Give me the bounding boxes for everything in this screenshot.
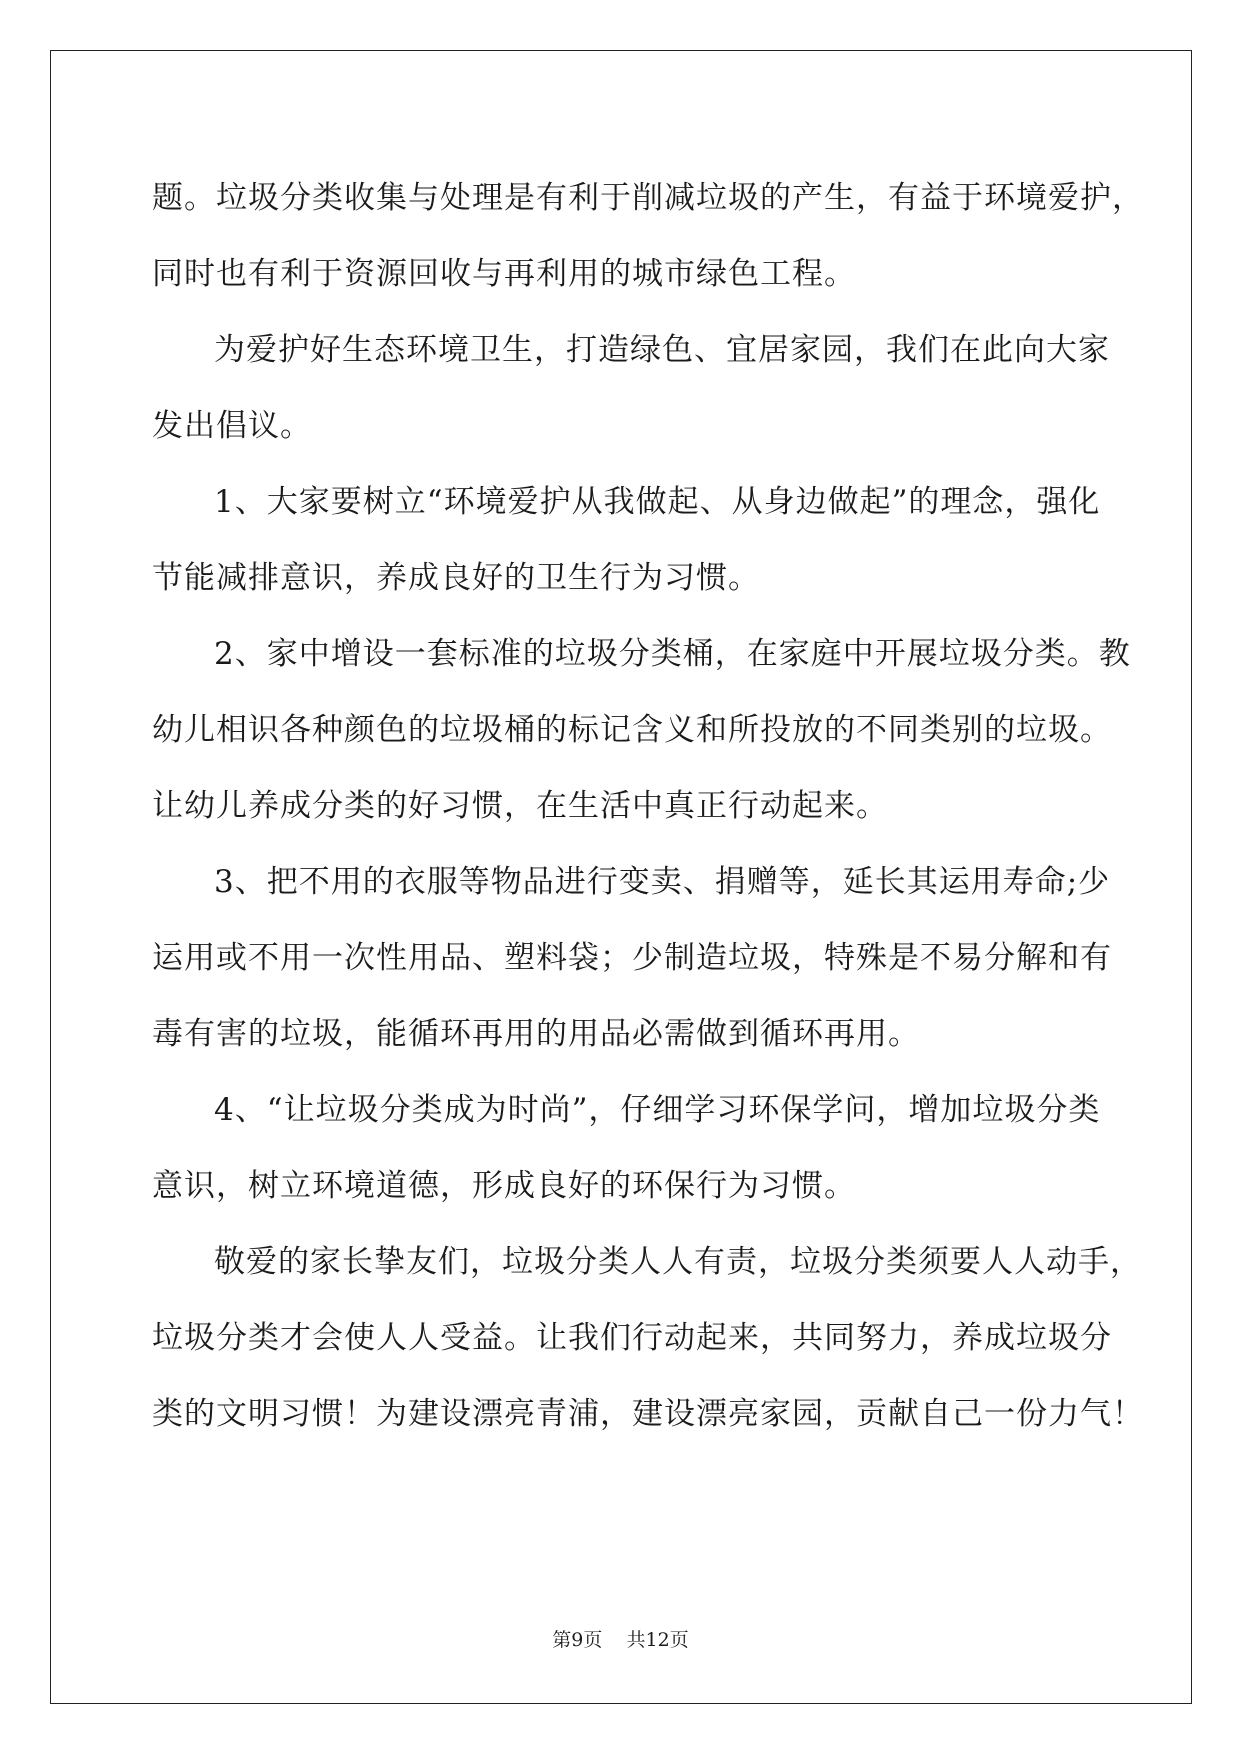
page-number: 第9页 <box>552 1629 603 1651</box>
text-line: 让幼儿养成分类的好习惯，在生活中真正行动起来。 <box>152 788 888 824</box>
text-line: 意识，树立环境道德，形成良好的环保行为习惯。 <box>152 1168 856 1204</box>
document-body <box>152 160 1144 1452</box>
text-line: 发出倡议。 <box>152 408 312 444</box>
text-line: 运用或不用一次性用品、塑料袋；少制造垃圾，特殊是不易分解和有 <box>152 940 1112 976</box>
text-line: 4、“让垃圾分类成为时尚”，仔细学习环保学问，增加垃圾分类 <box>214 1092 1101 1128</box>
text-line: 节能减排意识，养成良好的卫生行为习惯。 <box>152 560 760 596</box>
text-line: 3、把不用的衣服等物品进行变卖、捐赠等，延长其运用寿命;少 <box>214 864 1111 900</box>
text-line: 垃圾分类才会使人人受益。让我们行动起来，共同努力，养成垃圾分 <box>152 1320 1112 1356</box>
text-line: 2、家中增设一套标准的垃圾分类桶，在家庭中开展垃圾分类。教 <box>214 636 1131 672</box>
text-line: 毒有害的垃圾，能循环再用的用品必需做到循环再用。 <box>152 1016 920 1052</box>
page-total: 共12页 <box>626 1629 689 1651</box>
text-line: 同时也有利于资源回收与再利用的城市绿色工程。 <box>152 256 856 292</box>
text-line: 敬爱的家长挚友们，垃圾分类人人有责，垃圾分类须要人人动手， <box>214 1244 1142 1280</box>
page-footer <box>0 1625 1241 1652</box>
text-line: 幼儿相识各种颜色的垃圾桶的标记含义和所投放的不同类别的垃圾。 <box>152 712 1112 748</box>
text-line: 为爱护好生态环境卫生，打造绿色、宜居家园，我们在此向大家 <box>214 332 1110 368</box>
text-line: 题。垃圾分类收集与处理是有利于削减垃圾的产生，有益于环境爱护， <box>152 180 1144 216</box>
text-line: 类的文明习惯！为建设漂亮青浦，建设漂亮家园，贡献自己一份力气！ <box>152 1396 1144 1432</box>
text-line: 1、大家要树立“环境爱护从我做起、从身边做起”的理念，强化 <box>214 484 1101 520</box>
